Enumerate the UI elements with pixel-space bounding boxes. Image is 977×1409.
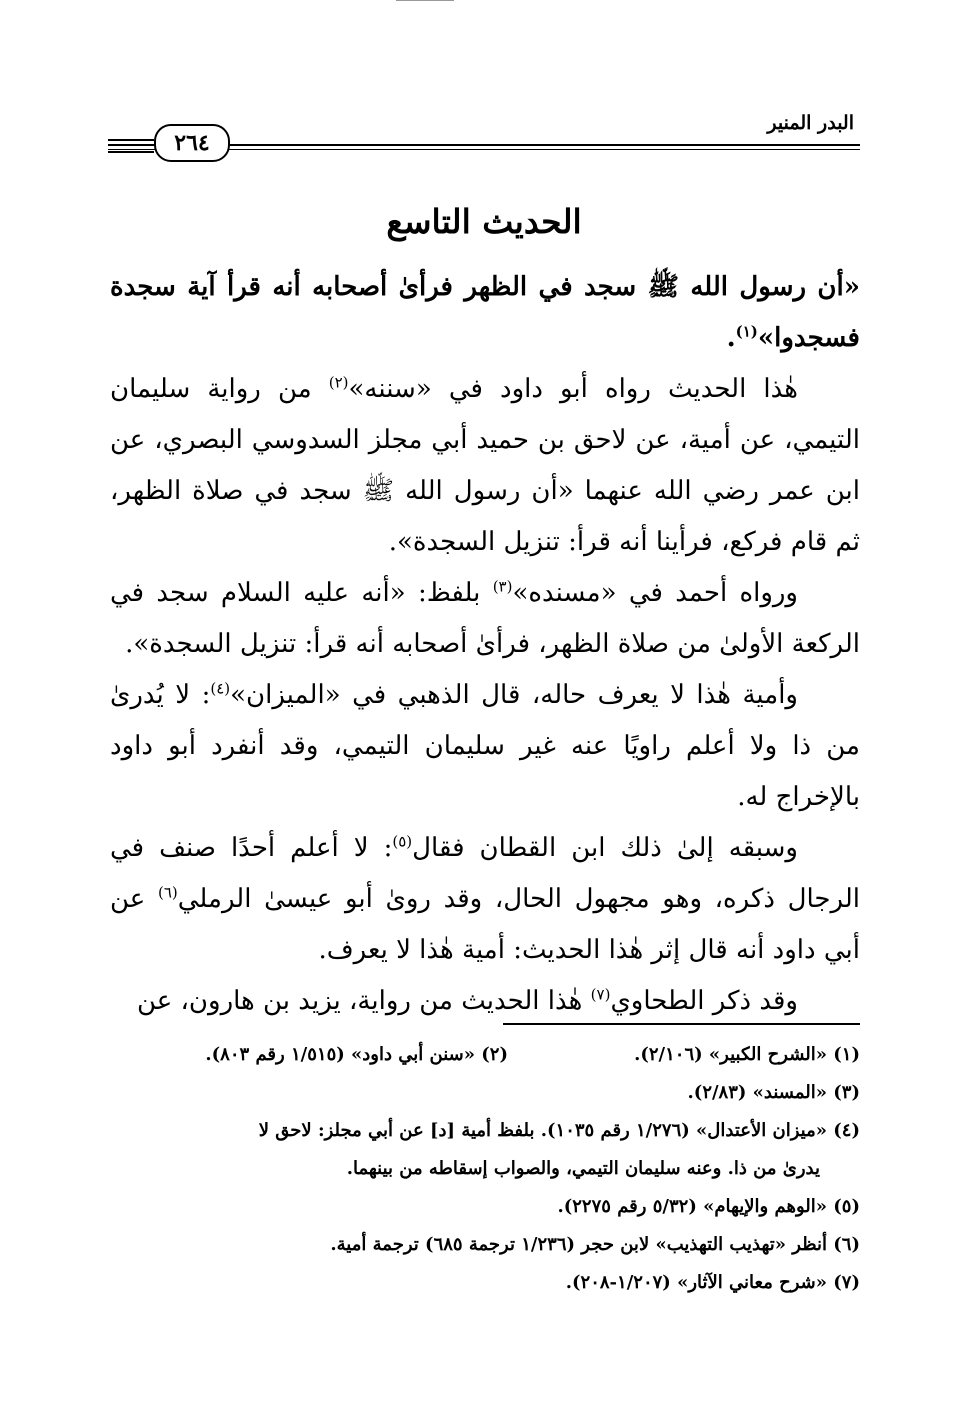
hadith-text: «أن رسول الله ﷺ سجد في الظهر فرأىٰ أصحابه أنه قرأ آية سجدة فسجدوا»$^{(١)}$. bbox=[110, 272, 860, 353]
footnote-ref: (٦) bbox=[157, 883, 178, 902]
body-text bbox=[110, 262, 860, 1027]
footnote-ref: (٤) bbox=[210, 679, 231, 698]
footnote-separator bbox=[503, 1023, 860, 1025]
top-edge-mark bbox=[396, 0, 454, 1]
footnote-2: (٢) «سنن أبي داود» (١/٥١٥ رقم ٨٠٣). bbox=[205, 1044, 508, 1065]
running-header bbox=[108, 112, 860, 160]
section-heading: الحديث التاسع bbox=[386, 202, 582, 241]
footnote-1: (١) «الشرح الكبير» (٢/١٠٦). bbox=[634, 1044, 860, 1065]
footnote-ref: (٧) bbox=[590, 985, 611, 1004]
page-number-ornament bbox=[108, 139, 154, 153]
footnote-5: (٥) «الوهم والإيهام» (٥/٣٢ رقم ٢٢٧٥). bbox=[557, 1196, 860, 1217]
paragraph-4: وسبقه إلىٰ ذلك ابن القطان فقال$^{(٥)}$: لا أعلم أحدًا صنف في الرجال ذكره، وهو مجهول الحال، وقد روىٰ أبو عيسىٰ الرملي$^{(٦)}$ عن أبي داود أنه قال إثر هٰذا الحديث: أمية هٰذا لا يعرف. bbox=[110, 832, 860, 965]
paragraph-3: وأمية هٰذا لا يعرف حاله، قال الذهبي في «الميزان»$^{(٤)}$: لا يُدرىٰ من ذا ولا أعلم راويًا عنه غير سليمان التيمي، وقد أنفرد أبو داود بالإخراج له. bbox=[110, 679, 860, 812]
footnote-row bbox=[110, 1036, 860, 1074]
footnotes bbox=[110, 1036, 860, 1302]
footnote-4: (٤) «ميزان الأعتدال» (١/٢٧٦ رقم ١٠٣٥). بلفظ أمية [د] عن أبي مجلز: لاحق لا bbox=[258, 1120, 860, 1141]
paragraph-1: هٰذا الحديث رواه أبو داود في «سننه»$^{(٢)}$ من رواية سليمان التيمي، عن أمية، عن لاحق بن حميد أبي مجلز السدوسي البصري، عن ابن عمر رضي الله عنهما «أن رسول الله ﷺ سجد في صلاة الظهر، ثم قام فركع، فرأينا أنه قرأ: تنزيل السجدة». bbox=[110, 373, 860, 557]
book-title: البدر المنير bbox=[761, 112, 860, 134]
footnote-ref: (١) bbox=[735, 322, 758, 341]
page-number: ٢٦٤ bbox=[154, 124, 230, 162]
footnote-6: (٦) أنظر «تهذيب التهذيب» لابن حجر (١/٢٣٦ ترجمة ٦٨٥) ترجمة أمية. bbox=[330, 1234, 860, 1255]
footnote-ref: (٣) bbox=[492, 577, 513, 596]
paragraph-5: وقد ذكر الطحاوي$^{(٧)}$ هٰذا الحديث من رواية، يزيد بن هارون، عن bbox=[136, 985, 798, 1016]
footnote-ref: (٥) bbox=[392, 832, 413, 851]
footnote-ref: (٢) bbox=[328, 373, 349, 392]
footnote-7: (٧) «شرح معاني الآثار» (١/٢٠٧-٢٠٨). bbox=[565, 1272, 860, 1293]
footnote-4-continued: يدرىٰ من ذا. وعنه سليمان التيمي، والصواب إسقاطه من بينهما. bbox=[346, 1158, 820, 1179]
paragraph-2: ورواه أحمد في «مسنده»$^{(٣)}$ بلفظ: «أنه عليه السلام سجد في الركعة الأولىٰ من صلاة الظهر، فرأىٰ أصحابه أنه قرأ: تنزيل السجدة». bbox=[110, 577, 860, 659]
footnote-3: (٣) «المسند» (٢/٨٣). bbox=[687, 1082, 860, 1103]
